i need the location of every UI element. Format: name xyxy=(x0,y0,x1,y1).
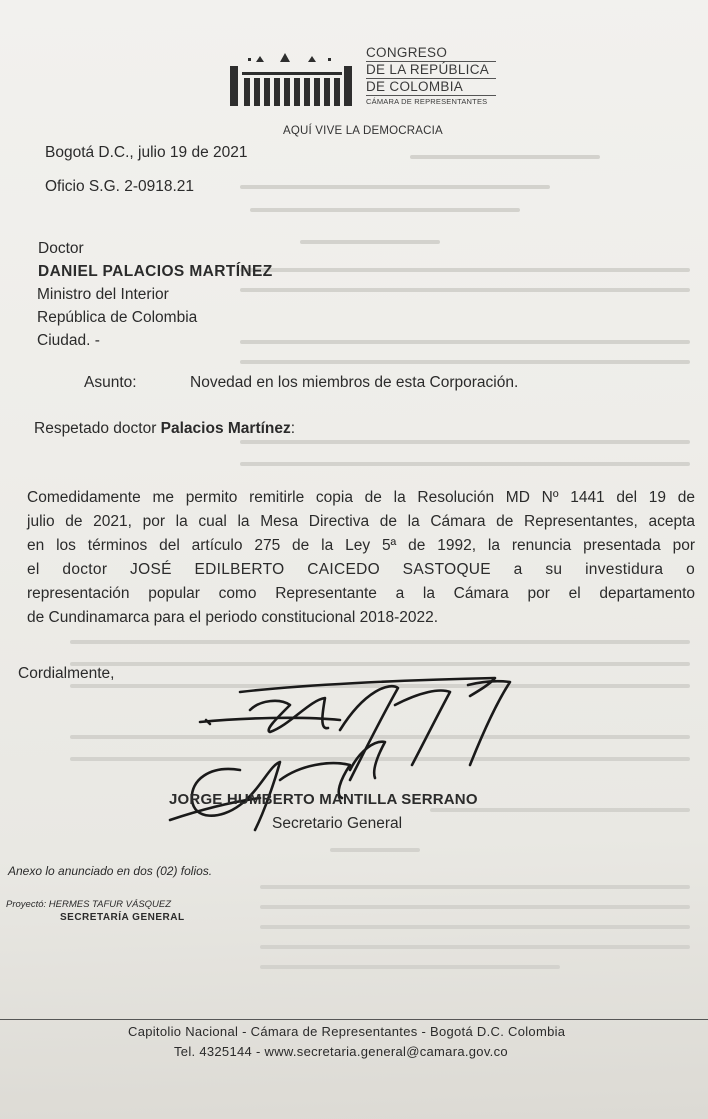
letter-reference: Oficio S.G. 2-0918.21 xyxy=(45,178,195,195)
letterhead-org-name: CONGRESO DE LA REPÚBLICA DE COLOMBIA CÁMARA DE REPRESENTANTES xyxy=(366,45,496,108)
footer-address: Capitolio Nacional - Cámara de Representantes - Bogotá D.C. Colombia xyxy=(128,1024,566,1039)
signatory-name: JORGE HUMBERTO MANTILLA SERRANO xyxy=(169,791,478,808)
body-paragraph xyxy=(27,486,695,630)
salutation: Respetado doctor Palacios Martínez: xyxy=(34,420,296,437)
subject-text: Novedad en los miembros de esta Corporación. xyxy=(190,374,519,391)
body-line: de Cundinamarca para el periodo constitucional 2018-2022. xyxy=(27,609,439,626)
footer-contact: Tel. 4325144 - www.secretaria.general@camara.gov.co xyxy=(174,1044,508,1059)
recipient-name: DANIEL PALACIOS MARTÍNEZ xyxy=(38,263,273,280)
recipient-country: República de Colombia xyxy=(37,309,198,326)
body-line: representación popular como Representante a la Cámara por el departamento xyxy=(27,585,695,602)
projected-by: Proyectó: HERMES TAFUR VÁSQUEZ xyxy=(6,899,172,910)
salutation-name: Palacios Martínez xyxy=(160,420,291,437)
body-line: Comedidamente me permito remitirle copia de la Resolución MD Nº 1441 del 19 de xyxy=(27,489,695,506)
letterhead-motto: AQUÍ VIVE LA DEMOCRACIA xyxy=(283,125,443,137)
annex-note: Anexo lo anunciado en dos (02) folios. xyxy=(8,864,213,878)
subject-label: Asunto: xyxy=(84,374,137,391)
projected-department: SECRETARÍA GENERAL xyxy=(60,912,185,923)
recipient-position: Ministro del Interior xyxy=(37,286,169,303)
body-line: el doctor JOSÉ EDILBERTO CAICEDO SASTOQUE a su investidura o xyxy=(27,561,695,578)
letterhead-logo xyxy=(228,40,508,130)
recipient-title: Doctor xyxy=(38,240,84,257)
recipient-city: Ciudad. - xyxy=(37,332,100,349)
closing: Cordialmente, xyxy=(18,665,115,682)
signatory-title: Secretario General xyxy=(272,815,403,832)
body-line: en los términos del artículo 275 de la Ley 5ª de 1992, la renuncia presentada por xyxy=(27,537,695,554)
body-line: julio de 2021, por la cual la Mesa Directiva de la Cámara de Representantes, acepta xyxy=(27,513,695,530)
letter-date: Bogotá D.C., julio 19 de 2021 xyxy=(45,144,248,161)
footer-divider xyxy=(0,1019,708,1020)
capitol-building-icon xyxy=(228,50,356,110)
